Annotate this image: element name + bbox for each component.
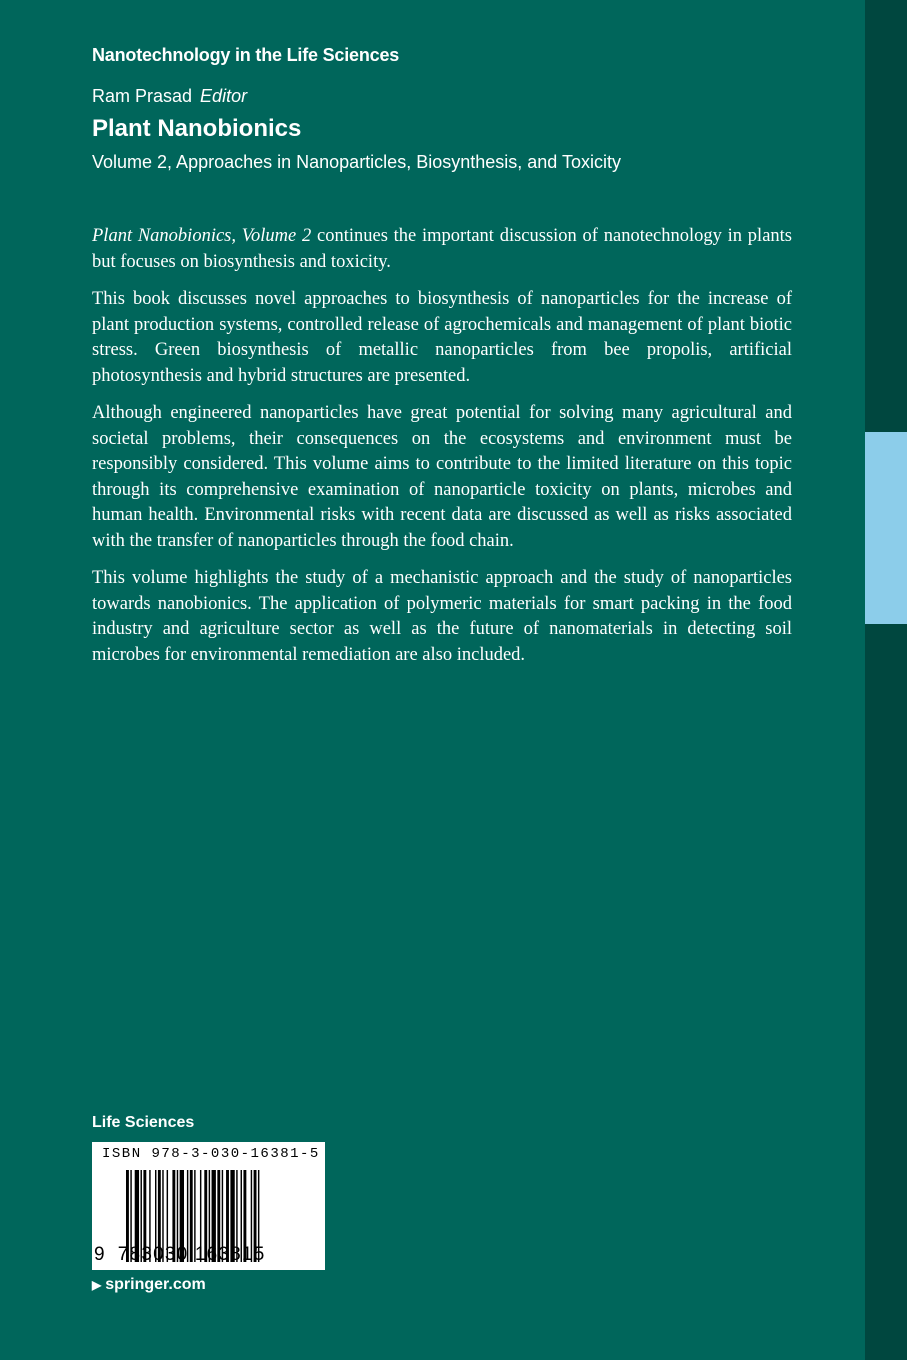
arrow-right-icon: ▶ [92,1278,102,1292]
barcode-digits-rest: 783030 163815 [117,1244,266,1265]
isbn-label: ISBN 978-3-030-16381-5 [102,1146,320,1162]
description-paragraph-2: This book discusses novel approaches to biosynthesis of nanoparticles for the increase of plant production systems, controlled release of agrochemicals and management of plant biotic stress. Green biosynthesis of metallic nanoparticles from bee propolis, artificial photosynthesis and hybrid structures are presented. [92,289,792,386]
barcode-digits [94,1244,322,1266]
description-p1-text: continues the important discussion of nanotechnology in plants but focuses on biosynthesis and toxicity. [92,226,792,272]
barcode-panel [92,1142,325,1270]
publisher-website[interactable] [92,1276,206,1294]
spine-color-tab [865,432,907,624]
description-paragraph-1 [92,224,792,275]
subject-category: Life Sciences [92,1114,195,1131]
description-paragraph-3: Although engineered nanoparticles have great potential for solving many agricultural and societal problems, their consequences on the ecosystems and environment must be responsibly considered. This volume aims to contribute to the limited literature on this topic through its comprehensive examination of nanoparticle toxicity on plants, microbes and human health. Environmental risks with recent data are discussed as well as risks associated with the transfer of nanoparticles through the food chain. [92,403,792,551]
website-text: springer.com [105,1276,206,1293]
editor-line [92,86,247,107]
description-paragraph-4: This volume highlights the study of a mechanistic approach and the study of nanoparticles towards nanobionics. The application of polymeric materials for smart packing in the food industry and agriculture sector as well as the future of nanomaterials in detecting soil microbes for environmental remediation are also included. [92,568,792,665]
description-lead: Plant Nanobionics, Volume 2 [92,226,312,246]
spine-strip [865,0,907,1360]
book-title: Plant Nanobionics [92,115,302,142]
series-title: Nanotechnology in the Life Sciences [92,45,400,65]
book-description [92,224,792,680]
book-subtitle: Volume 2, Approaches in Nanoparticles, Biosynthesis, and Toxicity [92,152,621,172]
editor-role: Editor [200,86,248,106]
barcode-digit-first: 9 [94,1244,106,1265]
editor-name: Ram Prasad [92,86,193,106]
